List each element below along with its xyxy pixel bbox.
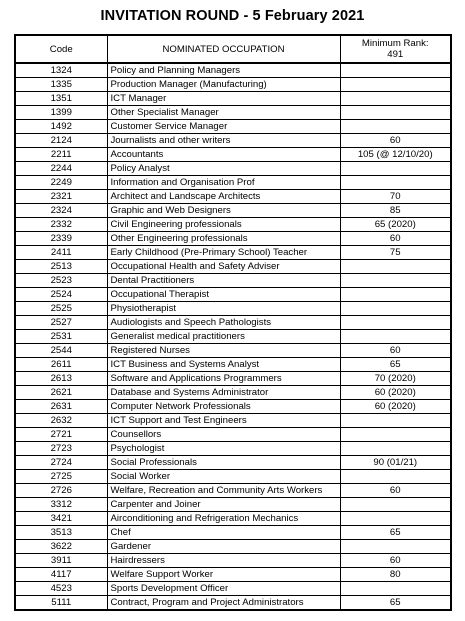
minimum-rank: 60	[340, 554, 451, 568]
occupation-code: 2523	[15, 274, 107, 288]
occupation-name: Carpenter and Joiner	[107, 498, 340, 512]
minimum-rank	[340, 330, 451, 344]
occupation-code: 2332	[15, 218, 107, 232]
occupation-code: 2411	[15, 246, 107, 260]
table-row	[15, 358, 451, 372]
occupation-name: Counsellors	[107, 428, 340, 442]
table-row	[15, 274, 451, 288]
occupation-name: ICT Manager	[107, 92, 340, 106]
table-row	[15, 92, 451, 106]
header-rank-value: 491	[387, 49, 404, 60]
occupation-name: Graphic and Web Designers	[107, 204, 340, 218]
minimum-rank	[340, 162, 451, 176]
minimum-rank: 65	[340, 358, 451, 372]
occupation-code: 2513	[15, 260, 107, 274]
occupation-code: 2613	[15, 372, 107, 386]
occupation-name: Hairdressers	[107, 554, 340, 568]
occupation-name: Customer Service Manager	[107, 120, 340, 134]
minimum-rank: 75	[340, 246, 451, 260]
header-code: Code	[15, 35, 107, 63]
header-minimum-rank	[340, 35, 451, 63]
occupation-code: 3421	[15, 512, 107, 526]
table-row	[15, 302, 451, 316]
table-row	[15, 344, 451, 358]
table-row	[15, 134, 451, 148]
table-row	[15, 176, 451, 190]
minimum-rank: 65	[340, 596, 451, 611]
minimum-rank: 80	[340, 568, 451, 582]
occupation-name: Software and Applications Programmers	[107, 372, 340, 386]
table-row	[15, 162, 451, 176]
table-row	[15, 470, 451, 484]
minimum-rank	[340, 316, 451, 330]
page-title: INVITATION ROUND - 5 February 2021	[100, 8, 365, 24]
occupation-code: 2244	[15, 162, 107, 176]
minimum-rank: 60 (2020)	[340, 386, 451, 400]
table-row	[15, 246, 451, 260]
header-row	[15, 35, 451, 63]
minimum-rank	[340, 63, 451, 78]
table-row	[15, 190, 451, 204]
minimum-rank	[340, 106, 451, 120]
minimum-rank	[340, 512, 451, 526]
minimum-rank	[340, 498, 451, 512]
minimum-rank: 60	[340, 484, 451, 498]
occupation-name: Generalist medical practitioners	[107, 330, 340, 344]
minimum-rank: 60	[340, 134, 451, 148]
table-row	[15, 400, 451, 414]
occupation-name: Psychologist	[107, 442, 340, 456]
occupation-code: 2611	[15, 358, 107, 372]
occupation-code: 2324	[15, 204, 107, 218]
occupation-name: Sports Development Officer	[107, 582, 340, 596]
occupation-code: 5111	[15, 596, 107, 611]
minimum-rank	[340, 582, 451, 596]
table-row	[15, 526, 451, 540]
occupation-name: Architect and Landscape Architects	[107, 190, 340, 204]
minimum-rank: 70	[340, 190, 451, 204]
occupation-code: 2525	[15, 302, 107, 316]
table-row	[15, 63, 451, 78]
occupation-code: 3513	[15, 526, 107, 540]
occupation-name: Gardener	[107, 540, 340, 554]
table-row	[15, 498, 451, 512]
table-row	[15, 260, 451, 274]
occupation-table	[14, 34, 452, 611]
occupation-code: 4117	[15, 568, 107, 582]
table-row	[15, 582, 451, 596]
table-row	[15, 78, 451, 92]
occupation-name: Physiotherapist	[107, 302, 340, 316]
minimum-rank	[340, 120, 451, 134]
occupation-name: ICT Support and Test Engineers	[107, 414, 340, 428]
table-row	[15, 330, 451, 344]
minimum-rank: 85	[340, 204, 451, 218]
occupation-code: 2632	[15, 414, 107, 428]
occupation-code: 2321	[15, 190, 107, 204]
table-row	[15, 484, 451, 498]
occupation-name: Production Manager (Manufacturing)	[107, 78, 340, 92]
occupation-code: 3312	[15, 498, 107, 512]
occupation-code: 2725	[15, 470, 107, 484]
minimum-rank: 90 (01/21)	[340, 456, 451, 470]
occupation-code: 1324	[15, 63, 107, 78]
table-row	[15, 512, 451, 526]
table-row	[15, 596, 451, 611]
table-body	[15, 63, 451, 610]
table-row	[15, 442, 451, 456]
occupation-name: Other Engineering professionals	[107, 232, 340, 246]
minimum-rank	[340, 260, 451, 274]
minimum-rank: 65 (2020)	[340, 218, 451, 232]
occupation-code: 2524	[15, 288, 107, 302]
minimum-rank: 60	[340, 344, 451, 358]
occupation-name: Information and Organisation Prof	[107, 176, 340, 190]
occupation-code: 1335	[15, 78, 107, 92]
minimum-rank	[340, 414, 451, 428]
occupation-code: 2339	[15, 232, 107, 246]
table-row	[15, 540, 451, 554]
occupation-code: 3622	[15, 540, 107, 554]
table-row	[15, 568, 451, 582]
occupation-name: Journalists and other writers	[107, 134, 340, 148]
occupation-name: Computer Network Professionals	[107, 400, 340, 414]
occupation-code: 2531	[15, 330, 107, 344]
occupation-name: Welfare Support Worker	[107, 568, 340, 582]
minimum-rank	[340, 288, 451, 302]
occupation-name: Chef	[107, 526, 340, 540]
table-row	[15, 372, 451, 386]
occupation-code: 1351	[15, 92, 107, 106]
table-row	[15, 316, 451, 330]
minimum-rank: 70 (2020)	[340, 372, 451, 386]
minimum-rank	[340, 92, 451, 106]
occupation-name: Accountants	[107, 148, 340, 162]
occupation-code: 1399	[15, 106, 107, 120]
table-row	[15, 204, 451, 218]
occupation-name: Policy and Planning Managers	[107, 63, 340, 78]
occupation-code: 2631	[15, 400, 107, 414]
minimum-rank	[340, 442, 451, 456]
occupation-name: Occupational Health and Safety Adviser	[107, 260, 340, 274]
minimum-rank: 65	[340, 526, 451, 540]
minimum-rank: 60	[340, 232, 451, 246]
table-row	[15, 428, 451, 442]
occupation-name: Early Childhood (Pre-Primary School) Teacher	[107, 246, 340, 260]
occupation-name: ICT Business and Systems Analyst	[107, 358, 340, 372]
occupation-name: Contract, Program and Project Administrators	[107, 596, 340, 611]
minimum-rank	[340, 540, 451, 554]
minimum-rank	[340, 176, 451, 190]
table-row	[15, 414, 451, 428]
occupation-name: Audiologists and Speech Pathologists	[107, 316, 340, 330]
occupation-code: 2721	[15, 428, 107, 442]
occupation-name: Policy Analyst	[107, 162, 340, 176]
table-row	[15, 554, 451, 568]
table-row	[15, 148, 451, 162]
occupation-code: 3911	[15, 554, 107, 568]
minimum-rank	[340, 78, 451, 92]
occupation-name: Social Professionals	[107, 456, 340, 470]
occupation-code: 2544	[15, 344, 107, 358]
occupation-code: 4523	[15, 582, 107, 596]
occupation-name: Social Worker	[107, 470, 340, 484]
occupation-code: 2724	[15, 456, 107, 470]
occupation-name: Registered Nurses	[107, 344, 340, 358]
minimum-rank: 105 (@ 12/10/20)	[340, 148, 451, 162]
minimum-rank	[340, 428, 451, 442]
occupation-code: 2726	[15, 484, 107, 498]
occupation-code: 2621	[15, 386, 107, 400]
occupation-name: Civil Engineering professionals	[107, 218, 340, 232]
table-row	[15, 106, 451, 120]
table-row	[15, 456, 451, 470]
occupation-code: 2527	[15, 316, 107, 330]
occupation-name: Other Specialist Manager	[107, 106, 340, 120]
occupation-name: Database and Systems Administrator	[107, 386, 340, 400]
header-rank-label: Minimum Rank:	[361, 38, 429, 49]
occupation-name: Dental Practitioners	[107, 274, 340, 288]
occupation-code: 2124	[15, 134, 107, 148]
minimum-rank	[340, 302, 451, 316]
occupation-name: Welfare, Recreation and Community Arts Workers	[107, 484, 340, 498]
minimum-rank	[340, 470, 451, 484]
table-row	[15, 120, 451, 134]
table-row	[15, 218, 451, 232]
minimum-rank	[340, 274, 451, 288]
table-header	[15, 35, 451, 63]
occupation-code: 2211	[15, 148, 107, 162]
header-occupation: NOMINATED OCCUPATION	[107, 35, 340, 63]
occupation-name: Airconditioning and Refrigeration Mechanics	[107, 512, 340, 526]
occupation-name: Occupational Therapist	[107, 288, 340, 302]
table-row	[15, 386, 451, 400]
occupation-code: 2723	[15, 442, 107, 456]
table-row	[15, 232, 451, 246]
occupation-code: 1492	[15, 120, 107, 134]
occupation-code: 2249	[15, 176, 107, 190]
minimum-rank: 60 (2020)	[340, 400, 451, 414]
table-row	[15, 288, 451, 302]
